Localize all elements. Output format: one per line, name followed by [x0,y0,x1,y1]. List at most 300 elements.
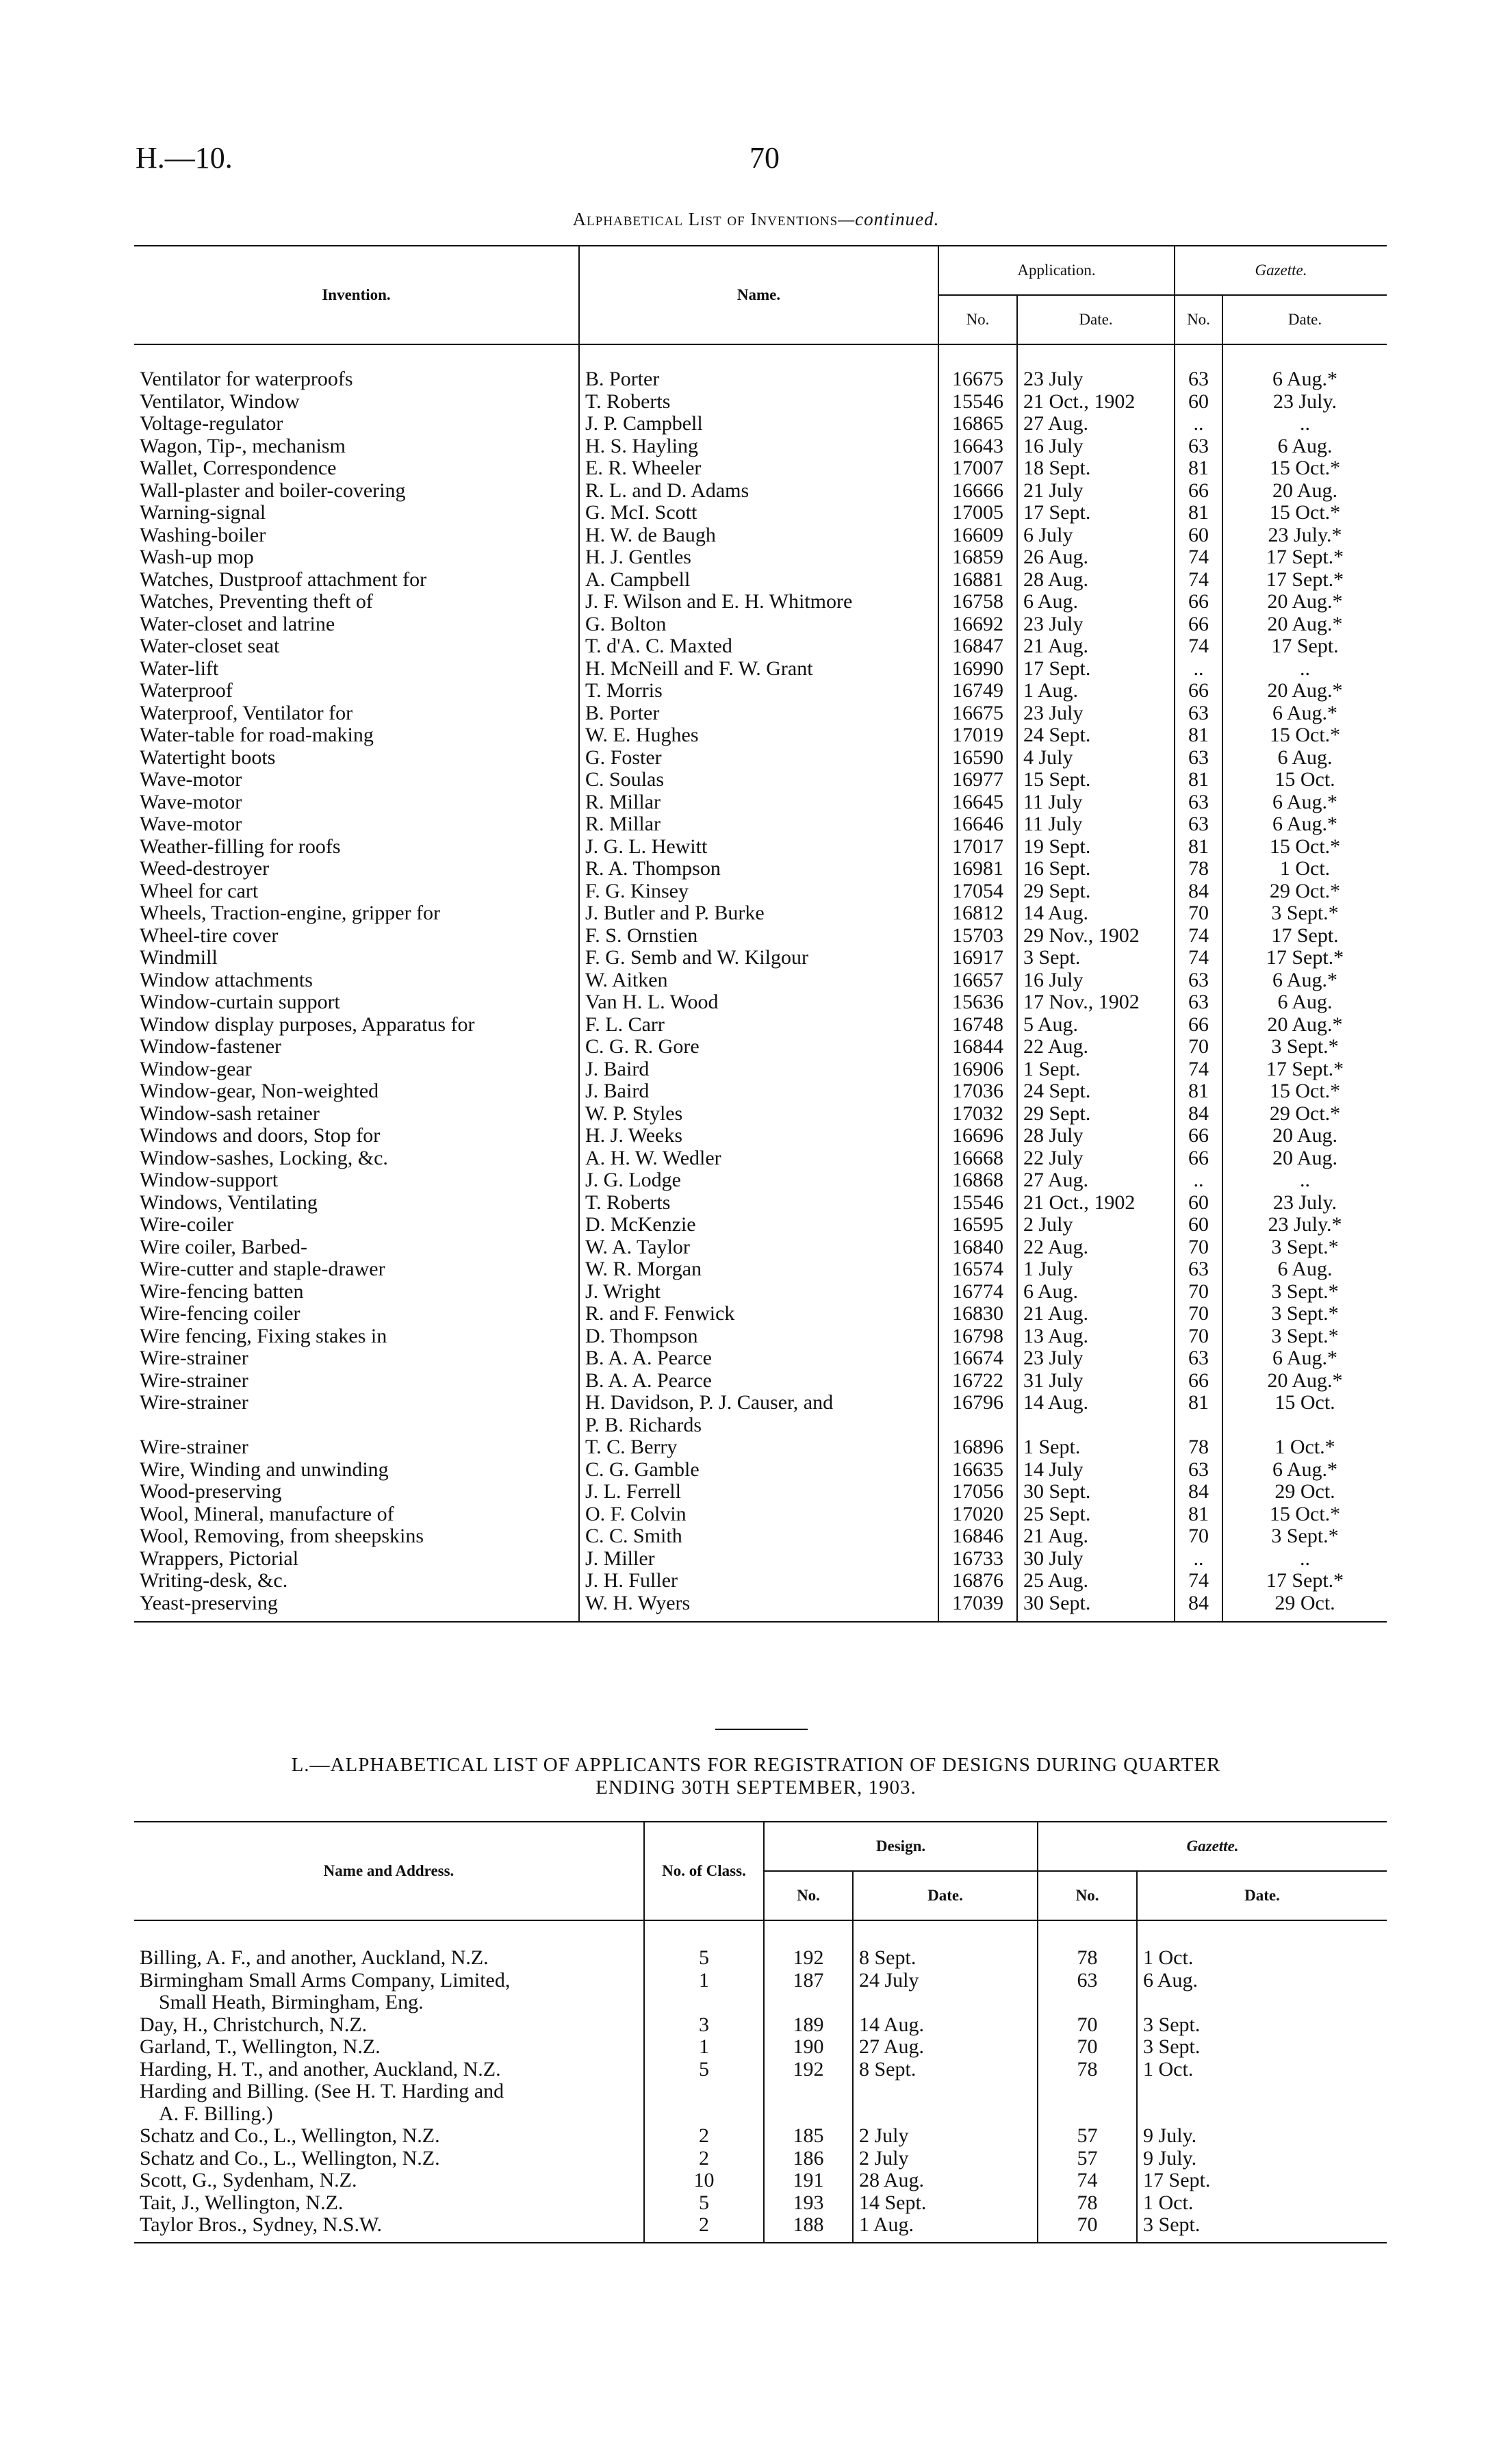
gazette-no-cell: 63 [1175,368,1222,391]
application-date-cell: 25 Sept. [1017,1503,1175,1526]
application-date-cell: 21 Oct., 1902 [1017,391,1175,414]
designs-col-gazette-header [1038,1822,1387,1871]
application-no-cell: 16635 [938,1459,1017,1481]
invention-cell: Wheel-tire cover [140,924,279,947]
table-row [134,658,1387,681]
gazette-date-cell: 15 Oct. [1222,1392,1387,1414]
designs-title [0,1754,1512,1799]
gazette-date-cell: 15 Oct.* [1222,1503,1387,1526]
table-row [134,836,1387,858]
invention-cell: Wire coiler, Barbed- [140,1235,307,1258]
name-cell: E. R. Wheeler [579,457,938,480]
design-no-cell: 188 [764,2214,853,2243]
design-date-cell: 24 July [853,1970,1038,1992]
application-no-cell: 16981 [938,858,1017,880]
gazette-date-cell: 1 Oct. [1137,2059,1387,2081]
designs-col-design-header: Design. [764,1822,1038,1871]
gazette-date-cell: 9 July. [1137,2148,1387,2170]
gazette-date-cell: 17 Sept. [1137,2170,1387,2192]
table-row [134,1258,1387,1281]
table-row [134,569,1387,592]
invention-cell: Ventilator, Window [140,390,300,413]
col-gazette-date-header: Date. [1222,295,1387,344]
name-cell: B. Porter [579,368,938,391]
inventions-title [0,209,1512,230]
application-date-cell: 23 July [1017,368,1175,391]
table-row [134,1548,1387,1570]
invention-cell: Water-closet seat [140,635,280,657]
design-no-cell: 193 [764,2192,853,2215]
name-cell: G. McI. Scott [579,502,938,524]
table-row [134,1058,1387,1081]
designs-col-no-header: No. [764,1871,853,1920]
gazette-no-cell: 74 [1175,947,1222,969]
application-no-cell: 16666 [938,480,1017,503]
application-no-cell: 16990 [938,658,1017,681]
table-row [134,1414,1387,1437]
name-cell: J. Baird [579,1058,938,1081]
gazette-date-cell: 3 Sept.* [1222,1525,1387,1548]
design-date-cell: 27 Aug. [853,2036,1038,2059]
invention-cell: Wool, Mineral, manufacture of [140,1502,394,1525]
design-no-cell: 192 [764,1947,853,1970]
design-date-cell [853,2103,1038,2126]
gazette-date-cell: 15 Oct.* [1222,457,1387,480]
gazette-no-cell: 78 [1038,1947,1137,1970]
gazette-no-cell: 57 [1038,2125,1137,2148]
design-date-cell: 14 Sept. [853,2192,1038,2215]
gazette-no-cell: 81 [1175,1503,1222,1526]
invention-cell [134,1414,579,1437]
name-cell: J. Baird [579,1080,938,1103]
application-no-cell: 16796 [938,1392,1017,1414]
gazette-no-cell: .. [1175,1169,1222,1192]
name-cell: P. B. Richards [579,1414,938,1437]
design-date-cell: 14 Aug. [853,2014,1038,2037]
gazette-no-cell: 66 [1175,1147,1222,1170]
applicant-cell: Harding and Billing. (See H. T. Harding and [140,2080,504,2102]
table-row [134,1014,1387,1036]
designs-col-class-header: No. of Class. [644,1822,764,1920]
gazette-date-cell: 1 Oct.* [1222,1436,1387,1459]
application-no-cell: 16645 [938,791,1017,814]
gazette-no-cell: 70 [1038,2036,1137,2059]
name-cell: T. Roberts [579,391,938,414]
application-no-cell: 16722 [938,1370,1017,1392]
application-date-cell: 30 Sept. [1017,1592,1175,1623]
invention-cell: Voltage-regulator [140,412,283,435]
table-row [134,1080,1387,1103]
table-row [134,502,1387,524]
table-row [134,813,1387,836]
gazette-no-cell: 78 [1175,1436,1222,1459]
invention-cell: Windows, Ventilating [140,1191,318,1214]
table-row [134,1036,1387,1058]
application-date-cell: 28 Aug. [1017,569,1175,592]
name-cell: J. L. Ferrell [579,1481,938,1503]
gazette-date-cell: 15 Oct. [1222,769,1387,791]
application-date-cell: 21 Oct., 1902 [1017,1192,1175,1214]
gazette-date-cell: 20 Aug.* [1222,680,1387,702]
gazette-date-cell: 23 July.* [1222,524,1387,547]
name-cell: R. A. Thompson [579,858,938,880]
gazette-no-cell: 63 [1175,991,1222,1014]
applicant-cell: Schatz and Co., L., Wellington, N.Z. [140,2146,440,2170]
invention-cell: Wood-preserving [140,1480,282,1503]
col-gazette-no-header: No. [1175,295,1222,344]
gazette-no-cell: 63 [1175,435,1222,458]
table-row [134,724,1387,747]
col-app-date-header: Date. [1017,295,1175,344]
name-cell: J. F. Wilson and E. H. Whitmore [579,591,938,613]
gazette-no-cell: 63 [1175,791,1222,814]
gazette-date-cell: 23 July. [1222,1192,1387,1214]
gazette-date-cell: 1 Oct. [1137,2192,1387,2215]
applicant-cell: Birmingham Small Arms Company, Limited, [140,1968,511,1992]
class-cell [644,2081,764,2103]
table-row [134,880,1387,903]
application-no-cell: 16840 [938,1236,1017,1259]
gazette-no-cell: 70 [1175,1281,1222,1303]
gazette-no-cell: .. [1175,413,1222,435]
designs-col-gazette-no-header: No. [1038,1871,1137,1920]
application-no-cell: 17054 [938,880,1017,903]
gazette-date-cell [1137,2081,1387,2103]
invention-cell: Ventilator for waterproofs [140,368,353,390]
application-date-cell: 14 Aug. [1017,1392,1175,1414]
invention-cell: Warning-signal [140,501,266,524]
table-row [134,902,1387,925]
table-row [134,2081,1387,2103]
gazette-no-cell: .. [1175,658,1222,681]
table-row [134,1570,1387,1592]
application-no-cell: 16859 [938,546,1017,569]
name-cell: F. G. Semb and W. Kilgour [579,947,938,969]
invention-cell: Writing-desk, &c. [140,1569,288,1592]
gazette-no-cell: 74 [1175,1570,1222,1592]
application-no-cell: 17032 [938,1103,1017,1125]
application-no-cell: 16865 [938,413,1017,435]
invention-cell: Wire-strainer [140,1347,248,1369]
name-cell: C. C. Smith [579,1525,938,1548]
gazette-no-cell: 70 [1175,1236,1222,1259]
name-cell: A. H. W. Wedler [579,1147,938,1170]
applicant-cell: Scott, G., Sydenham, N.Z. [140,2169,357,2191]
name-cell: C. G. Gamble [579,1459,938,1481]
invention-cell: Wagon, Tip-, mechanism [140,434,346,457]
gazette-date-cell: 15 Oct.* [1222,836,1387,858]
invention-cell: Wash-up mop [140,546,254,568]
gazette-no-cell: 66 [1175,1370,1222,1392]
application-date-cell: 27 Aug. [1017,413,1175,435]
invention-cell: Watches, Preventing theft of [140,590,373,613]
application-date-cell: 17 Nov., 1902 [1017,991,1175,1014]
applicant-cell: Harding, H. T., and another, Auckland, N.Z. [140,2057,501,2081]
gazette-no-cell: 60 [1175,1214,1222,1236]
gazette-no-cell: 60 [1175,524,1222,547]
invention-cell: Wire-fencing coiler [140,1302,300,1325]
invention-cell: Window-curtain support [140,991,340,1013]
gazette-no-cell: 81 [1175,457,1222,480]
name-cell: W. R. Morgan [579,1258,938,1281]
gazette-no-cell [1038,2103,1137,2126]
applicant-cell: Small Heath, Birmingham, Eng. [159,1991,424,2013]
gazette-no-cell: 63 [1175,1347,1222,1370]
design-no-cell [764,1992,853,2014]
table-row [134,635,1387,658]
table-row [134,480,1387,503]
gazette-date-cell: 20 Aug.* [1222,1014,1387,1036]
gazette-no-cell: 66 [1175,480,1222,503]
name-cell: R. Millar [579,791,938,814]
invention-cell: Window-support [140,1169,279,1191]
gazette-no-cell: 63 [1038,1970,1137,1992]
gazette-no-cell: 74 [1175,1058,1222,1081]
application-date-cell: 23 July [1017,702,1175,725]
table-row [134,1947,1387,1970]
gazette-no-cell: 66 [1175,680,1222,702]
gazette-no-cell: 84 [1175,880,1222,903]
application-no-cell: 17017 [938,836,1017,858]
applicant-cell: Billing, A. F., and another, Auckland, N.Z. [140,1946,489,1969]
application-date-cell [1017,1414,1175,1437]
design-no-cell [764,2103,853,2126]
table-row [134,2059,1387,2081]
application-no-cell: 16595 [938,1214,1017,1236]
gazette-no-cell [1175,1414,1222,1437]
gazette-date-cell: 6 Aug.* [1222,791,1387,814]
application-no-cell: 16646 [938,813,1017,836]
page-reference: H.—10. [136,141,233,175]
invention-cell: Window-gear, Non-weighted [140,1080,379,1102]
application-date-cell: 28 July [1017,1125,1175,1147]
gazette-no-cell: 74 [1175,569,1222,592]
applicant-cell: Tait, J., Wellington, N.Z. [140,2191,344,2214]
application-no-cell: 17005 [938,502,1017,524]
application-no-cell: 16657 [938,969,1017,992]
application-date-cell: 25 Aug. [1017,1570,1175,1592]
application-no-cell: 16977 [938,769,1017,791]
design-date-cell: 8 Sept. [853,2059,1038,2081]
application-no-cell: 17019 [938,724,1017,747]
invention-cell: Window-sashes, Locking, &c. [140,1146,388,1169]
section-divider [715,1729,808,1730]
application-date-cell: 1 Sept. [1017,1436,1175,1459]
application-no-cell: 15703 [938,925,1017,947]
gazette-date-cell [1137,1992,1387,2014]
gazette-no-cell: 63 [1175,747,1222,770]
design-date-cell: 2 July [853,2125,1038,2148]
application-date-cell: 30 Sept. [1017,1481,1175,1503]
gazette-date-cell: 20 Aug.* [1222,1370,1387,1392]
application-date-cell: 21 Aug. [1017,1303,1175,1325]
application-date-cell: 11 July [1017,791,1175,814]
name-cell: J. H. Fuller [579,1570,938,1592]
application-date-cell: 17 Sept. [1017,502,1175,524]
application-date-cell: 4 July [1017,747,1175,770]
gazette-date-cell: 29 Oct.* [1222,1103,1387,1125]
design-no-cell: 187 [764,1970,853,1992]
designs-title-line1: L.—ALPHABETICAL LIST OF APPLICANTS FOR REGISTRATION OF DESIGNS DURING QUARTER [291,1754,1221,1776]
gazette-no-cell: 81 [1175,769,1222,791]
gazette-date-cell: 17 Sept.* [1222,569,1387,592]
class-cell: 1 [644,2036,764,2059]
table-row [134,680,1387,702]
application-date-cell: 29 Nov., 1902 [1017,925,1175,947]
name-cell: B. Porter [579,702,938,725]
table-row [134,702,1387,725]
table-row [134,2214,1387,2243]
table-row [134,747,1387,770]
col-invention-header: Invention. [134,246,579,344]
application-no-cell: 15546 [938,1192,1017,1214]
gazette-date-cell: 3 Sept.* [1222,1303,1387,1325]
application-no-cell [938,1414,1017,1437]
application-date-cell: 21 Aug. [1017,1525,1175,1548]
invention-cell: Wire-strainer [140,1369,248,1392]
gazette-no-cell: 66 [1175,1014,1222,1036]
gazette-date-cell: .. [1222,413,1387,435]
gazette-date-cell: 3 Sept. [1137,2014,1387,2037]
gazette-date-cell: 9 July. [1137,2125,1387,2148]
gazette-date-cell: 20 Aug. [1222,1147,1387,1170]
table-row [134,613,1387,636]
name-cell: T. d'A. C. Maxted [579,635,938,658]
design-no-cell: 185 [764,2125,853,2148]
name-cell: R. and F. Fenwick [579,1303,938,1325]
name-cell: W. E. Hughes [579,724,938,747]
name-cell: R. Millar [579,813,938,836]
table-row [134,413,1387,435]
name-cell: T. Roberts [579,1192,938,1214]
applicant-cell: Taylor Bros., Sydney, N.S.W. [134,2214,644,2243]
table-row [134,1503,1387,1526]
application-no-cell: 16675 [938,702,1017,725]
gazette-date-cell: 6 Aug.* [1222,368,1387,391]
application-no-cell: 16868 [938,1169,1017,1192]
name-cell: F. L. Carr [579,1014,938,1036]
table-row [134,1147,1387,1170]
gazette-date-cell: 20 Aug.* [1222,613,1387,636]
name-cell: J. G. L. Hewitt [579,836,938,858]
invention-cell: Wire-coiler [140,1213,234,1236]
col-name-header: Name. [579,246,938,344]
gazette-no-cell: 81 [1175,1080,1222,1103]
application-no-cell: 16844 [938,1036,1017,1058]
design-date-cell [853,1992,1038,2014]
invention-cell: Weather-filling for roofs [140,835,341,858]
table-row [134,591,1387,613]
application-date-cell: 16 July [1017,969,1175,992]
name-cell: G. Bolton [579,613,938,636]
col-gazette-header [1175,246,1387,295]
application-date-cell: 13 Aug. [1017,1325,1175,1348]
gazette-date-cell: 17 Sept.* [1222,546,1387,569]
application-date-cell: 22 July [1017,1147,1175,1170]
table-row [134,2036,1387,2059]
invention-cell: Window display purposes, Apparatus for [140,1013,475,1036]
gazette-date-cell: 3 Sept.* [1222,1325,1387,1348]
gazette-no-cell: 81 [1175,836,1222,858]
gazette-no-cell: 63 [1175,1459,1222,1481]
gazette-date-cell: 6 Aug. [1222,435,1387,458]
gazette-date-cell: .. [1222,1169,1387,1192]
application-no-cell: 16590 [938,747,1017,770]
col-gazette-label: Gazette. [1255,262,1307,279]
gazette-date-cell: 6 Aug.* [1222,702,1387,725]
application-date-cell: 14 July [1017,1459,1175,1481]
application-no-cell: 17020 [938,1503,1017,1526]
design-no-cell: 189 [764,2014,853,2037]
application-no-cell: 16609 [938,524,1017,547]
application-date-cell: 6 July [1017,524,1175,547]
gazette-date-cell: 29 Oct.* [1222,880,1387,903]
gazette-date-cell: 1 Oct. [1137,1947,1387,1970]
table-row [134,1125,1387,1147]
name-cell: G. Foster [579,747,938,770]
gazette-date-cell: 15 Oct.* [1222,724,1387,747]
application-no-cell: 16812 [938,902,1017,925]
gazette-no-cell: 66 [1175,613,1222,636]
designs-col-name-header: Name and Address. [134,1822,644,1920]
application-date-cell: 1 Sept. [1017,1058,1175,1081]
applicant-cell: Schatz and Co., L., Wellington, N.Z. [140,2124,440,2147]
table-row [134,1436,1387,1459]
invention-cell: Windows and doors, Stop for [140,1124,381,1147]
name-cell: H. McNeill and F. W. Grant [579,658,938,681]
application-no-cell: 17039 [938,1592,1017,1623]
table-row [134,1169,1387,1192]
designs-col-gazette-date-header: Date. [1137,1871,1387,1920]
table-row [134,1347,1387,1370]
invention-cell: Wheel for cart [140,879,259,902]
application-date-cell: 16 July [1017,435,1175,458]
applicant-cell: A. F. Billing.) [159,2102,273,2125]
gazette-no-cell [1038,1992,1137,2014]
application-no-cell: 16798 [938,1325,1017,1348]
design-date-cell: 1 Aug. [853,2214,1038,2243]
name-cell: T. Morris [579,680,938,702]
gazette-date-cell: 20 Aug. [1222,1125,1387,1147]
table-row [134,1525,1387,1548]
gazette-date-cell: 3 Sept.* [1222,902,1387,925]
gazette-no-cell: 81 [1175,1392,1222,1414]
gazette-no-cell: 74 [1175,925,1222,947]
table-row [134,858,1387,880]
gazette-no-cell: 63 [1175,702,1222,725]
gazette-date-cell: 17 Sept. [1222,925,1387,947]
design-no-cell: 191 [764,2170,853,2192]
table-spacer [134,344,1387,368]
gazette-date-cell: 3 Sept. [1137,2036,1387,2059]
table-row [134,1281,1387,1303]
gazette-date-cell: 1 Oct. [1222,858,1387,880]
name-cell: W. Aitken [579,969,938,992]
gazette-no-cell: 57 [1038,2148,1137,2170]
application-no-cell: 16881 [938,569,1017,592]
design-date-cell: 8 Sept. [853,1947,1038,1970]
name-cell: H. W. de Baugh [579,524,938,547]
gazette-date-cell: 17 Sept.* [1222,1058,1387,1081]
gazette-date-cell: 6 Aug.* [1222,1459,1387,1481]
name-cell: F. G. Kinsey [579,880,938,903]
table-row [134,546,1387,569]
application-date-cell: 24 Sept. [1017,1080,1175,1103]
application-date-cell: 19 Sept. [1017,836,1175,858]
application-no-cell: 16896 [938,1436,1017,1459]
invention-cell: Window-fastener [140,1035,282,1058]
application-no-cell: 16748 [938,1014,1017,1036]
